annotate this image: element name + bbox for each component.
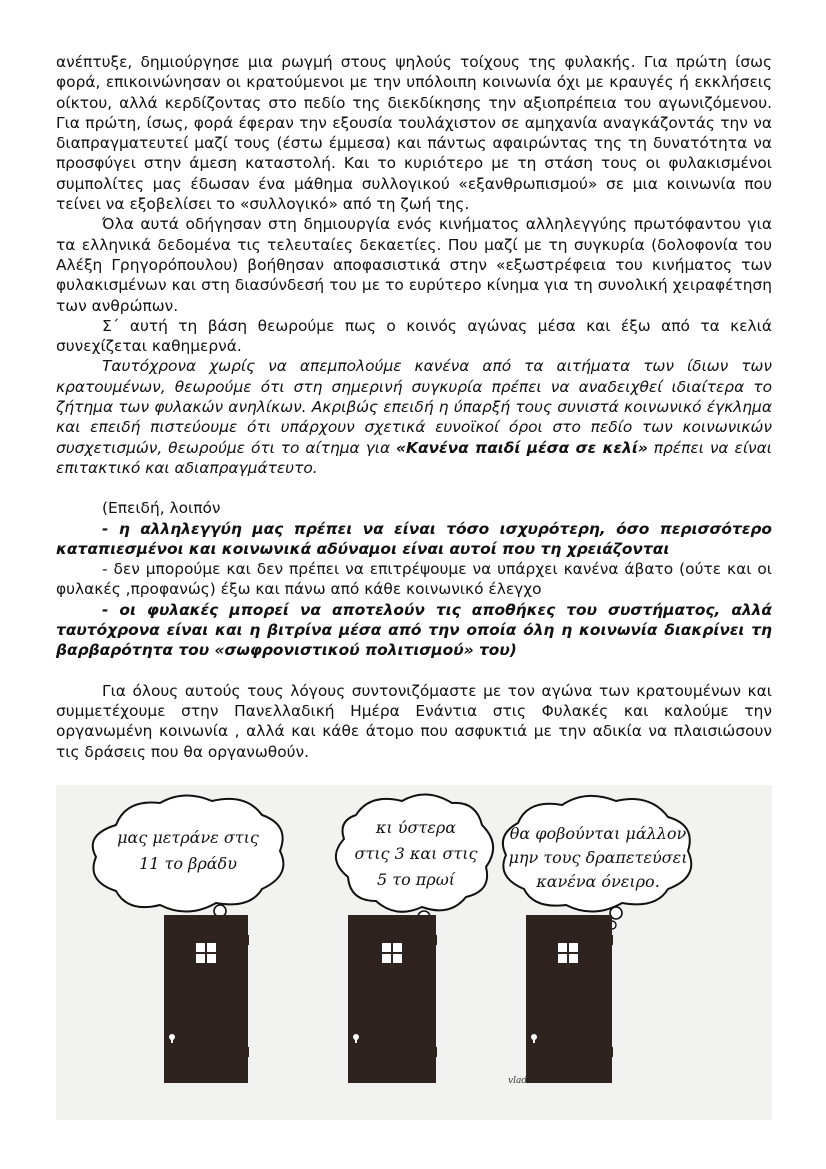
list-item: - δεν μπορούμε και δεν πρέπει να επιτρέψουμε να υπάρχει κανένα άβατο (ούτε και οι φυλακές ,προφανώς) έξω και πάνω από κάθε κοινωνικό έλεγχο <box>56 560 772 599</box>
thought-bubble <box>93 795 284 927</box>
list-item: - η αλληλεγγύη μας πρέπει να είναι τόσο ισχυρότερη, όσο περισσότερο καταπιεσμένοι και κοινωνικά αδύναμοι είναι αυτοί που τη χρειάζονται <box>56 519 772 558</box>
paragraph-italic <box>56 356 772 478</box>
paragraph: Όλα αυτά οδήγησαν στη δημιουργία ενός κινήματος αλληλεγγύης πρωτόφαντου για τα ελληνικά δεδομένα τις τελευταίες δεκαετίες. Που μαζί με τη συγκυρία (δολοφονία του Αλέξη Γρηγορόπουλου) βοήθησαν αποφασιστικά στην «εξωστρέφεια του κινήματος των φυλακισμένων και στη διασύνδεσή του με το ευρύτερο κίνημα για τη συνολική χειραφέτηση των ανθρώπων. <box>56 215 772 315</box>
paragraph-text: Ταυτόχρονα χωρίς να απεμπολούμε κανένα από τα αιτήματα των ίδιων των κρατουμένων, θεωρούμε ότι στη σημερινή συγκυρία πρέπει να αναδειχθεί ιδιαίτερα το ζήτημα των φυλακών ανηλίκων. Ακριβώς επειδή η ύπαρξή τους συνιστά κοινωνικό έγκλημα και επειδή πιστεύουμε ότι υπάρχουν σχετικά ευνοϊκοί όροι στο πεδίο των κοινωνικών συσχετισμών, θεωρούμε ότι το αίτημα για <box>56 357 772 457</box>
spacer <box>56 661 772 681</box>
thought-bubble <box>503 796 691 929</box>
paragraph: Σ΄ αυτή τη βάση θεωρούμε πως ο κοινός αγώνας μέσα και έξω από τα κελιά συνεχίζεται καθημερνά. <box>56 316 772 356</box>
list-intro: (Επειδή, λοιπόν <box>102 499 221 518</box>
bubble-line: 11 το βράδυ <box>139 854 237 873</box>
article-body <box>56 52 772 762</box>
cell-door <box>164 915 249 1083</box>
bubble-line: μην τους δραπετεύσει <box>508 848 688 867</box>
paragraph: ανέπτυξε, δημιούργησε μια ρωγμή στους ψηλούς τοίχους της φυλακής. Για πρώτη ίσως φορά, επικοινώνησαν οι κρατούμενοι με την υπόλοιπη κοινωνία όχι με κραυγές ή εκκλήσεις οίκτου, αλλά κερδίζοντας στο πεδίο της διεκδίκησης την αξιοπρέπεια του αγωνιζόμενου. Για πρώτη, ίσως, φορά έφεραν την εξουσία τουλάχιστον σε αμηχανία αναγκάζοντάς την να διαπραγματευτεί μαζί τους (έστω έμμεσα) και πάντως αφαιρώντας της τη δυνατότητα να προσφύγει στην άμεση καταστολή. Και το κυριότερο με τη στάση τους οι φυλακισμένοι συμπολίτες μας έδωσαν ένα μάθημα συλλογικού «εξανθρωπισμού» σε μια κοινωνία που τείνει να εξοβελίσει το «συλλογικό» από τη ζωή της. <box>56 53 772 214</box>
slogan: «Κανένα παιδί μέσα σε κελί» <box>396 438 648 457</box>
bubble-line: κι ύστερα <box>375 818 457 837</box>
cell-door <box>348 915 437 1083</box>
spacer <box>56 478 772 498</box>
bubble-line: 5 το πρωί <box>376 870 456 889</box>
cartoon-illustration <box>56 785 772 1120</box>
bubble-line: κανένα όνειρο. <box>536 872 660 891</box>
thought-bubble <box>336 794 493 933</box>
paragraph-text: πρέπει να είναι επιτακτικό και αδιαπραγμάτευτο. <box>56 438 772 477</box>
cell-door <box>526 915 613 1083</box>
paragraph: Για όλους αυτούς τους λόγους συντονιζόμαστε με τον αγώνα των κρατουμένων και συμμετέχουμε στην Πανελλαδική Ημέρα Ενάντια στις Φυλακές και καλούμε την οργανωμένη κοινωνία , αλλά και κάθε άτομο που ασφυκτιά με την αδικία να πλαισιώσουν τις δράσεις που θα οργανωθούν. <box>56 681 772 761</box>
bubble-line: θα φοβούνται μάλλον <box>509 824 687 843</box>
list-item: - οι φυλακές μπορεί να αποτελούν τις αποθήκες του συστήματος, αλλά ταυτόχρονα είναι και η βιτρίνα μέσα από την οποία όλη η κοινωνία διακρίνει τη βαρβαρότητα του «σωφρονιστικού πολιτισμού» του) <box>56 600 772 660</box>
artist-signature: vlad <box>508 1076 528 1086</box>
bubble-line: στις 3 και στις <box>354 844 478 863</box>
bubble-line: μας μετράνε στις <box>117 828 259 847</box>
